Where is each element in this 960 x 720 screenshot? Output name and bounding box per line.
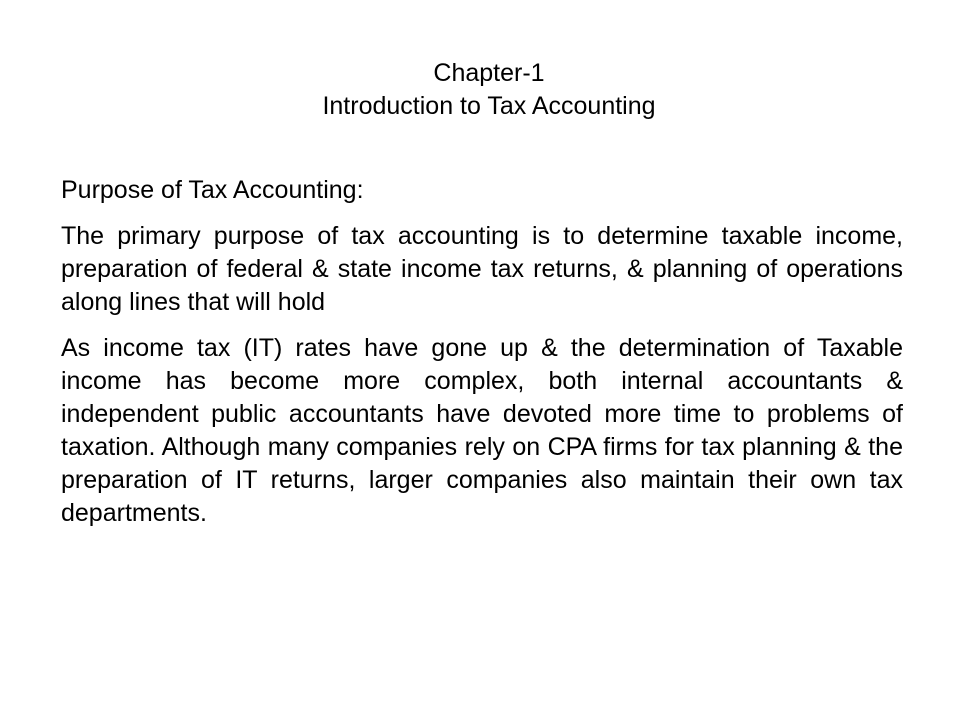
paragraph-primary-purpose: The primary purpose of tax accounting is to determine taxable income, preparation of federal & state income tax returns, & planning of operations along lines that will hold — [61, 222, 903, 316]
chapter-label: Chapter-1 — [433, 59, 545, 87]
paragraph-tax-complexity: As income tax (IT) rates have gone up & the determination of Taxable income has become more complex, both internal accountants & independent public accountants have devoted more time to problems of taxation. Although many companies rely on CPA firms for tax planning & the preparation of IT returns, larger companies also maintain their own tax departments. — [61, 334, 903, 527]
section-heading: Purpose of Tax Accounting: — [61, 176, 364, 204]
chapter-title: Introduction to Tax Accounting — [322, 92, 656, 120]
slide-body — [61, 174, 903, 543]
slide-title — [0, 57, 960, 123]
